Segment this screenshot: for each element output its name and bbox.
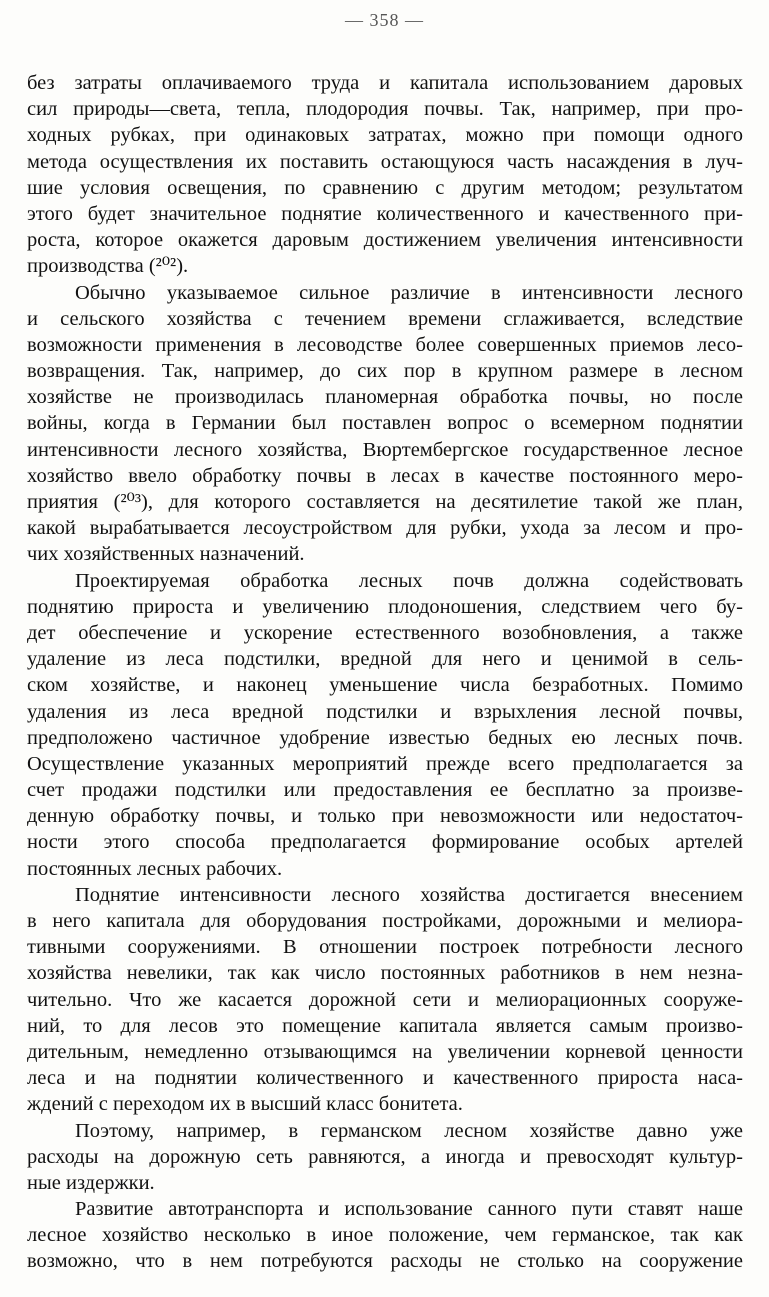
text-line: Осуществление указанных мероприятий прежде всего предполагается за — [27, 752, 743, 775]
text-line: ском хозяйстве, и наконец уменьшение числа безработных. Помимо — [27, 674, 743, 697]
text-line: производства (²⁰²). — [27, 255, 189, 278]
text-line: Поэтому, например, в германском лесном хозяйстве давно уже — [75, 1119, 743, 1142]
text-line: леса и на поднятии количественного и качественного прироста наса- — [27, 1067, 743, 1090]
text-line: счет продажи подстилки или предоставления ее бесплатно за произве- — [27, 779, 743, 802]
text-line: хозяйства невелики, так как число постоянных работников в нем незна- — [27, 962, 743, 985]
text-line: Поднятие интенсивности лесного хозяйства достигается внесением — [75, 883, 743, 906]
text-line: в него капитала для оборудования постройками, дорожными и мелиора- — [27, 910, 743, 932]
text-line: Развитие автотранспорта и использование санного пути ставят наше — [75, 1198, 743, 1221]
body-text — [27, 70, 743, 1275]
text-line: денную обработку почвы, и только при невозможности или недостаточ- — [27, 805, 743, 828]
text-line: чительно. Что же касается дорожной сети и мелиорационных сооруже- — [27, 988, 743, 1011]
text-line: удаления из леса вредной подстилки и взрыхления лесной почвы, — [27, 700, 743, 723]
text-line: и сельского хозяйства с течением времени сглаживается, вследствие — [27, 307, 743, 330]
text-line: возвращения. Так, например, до сих пор в крупном размере в лесном — [27, 360, 743, 383]
text-line: удаление из леса подстилки, вредной для него и ценимой в сель- — [27, 648, 743, 671]
text-line: роста, которое окажется даровым достижением увеличения интенсивности — [27, 229, 743, 252]
text-line: ности этого способа предполагается формирование особых артелей — [27, 831, 743, 854]
text-line: возможно, что в нем потребуются расходы не столько на сооружение — [27, 1250, 743, 1273]
text-line: дет обеспечение и ускорение естественного возобновления, а также — [27, 621, 743, 644]
text-line: шие условия освещения, по сравнению с другим методом; результатом — [27, 176, 743, 199]
text-line: лесное хозяйство несколько в иное положение, чем германское, так как — [27, 1224, 743, 1247]
text-line: тивными сооружениями. В отношении построек потребности лесного — [27, 936, 743, 959]
text-line: интенсивности лесного хозяйства, Вюртембергское государственное лесное — [27, 438, 743, 461]
text-line: расходы на дорожную сеть равняются, а иногда и превосходят культур- — [27, 1145, 743, 1168]
text-line: Обычно указываемое сильное различие в интенсивности лесного — [75, 281, 743, 304]
text-line: Проектируемая обработка лесных почв должна содействовать — [75, 569, 743, 592]
text-line: войны, когда в Германии был поставлен вопрос о всемерном поднятии — [27, 412, 743, 435]
text-line: ные издержки. — [27, 1171, 155, 1194]
text-line: предположено частичное удобрение известью бедных ею лесных почв. — [27, 726, 743, 749]
text-line: чих хозяйственных назначений. — [27, 543, 305, 566]
text-line: метода осуществления их поставить остающуюся часть насаждения в луч- — [27, 150, 743, 173]
page-number: — 358 — — [345, 10, 424, 30]
text-line: хозяйство ввело обработку почвы в лесах в качестве постоянного меро- — [27, 464, 743, 487]
text-line: сил природы—света, тепла, плодородия почвы. Так, например, при про- — [27, 98, 743, 121]
text-line: приятия (²⁰³), для которого составляется на десятилетие такой же план, — [27, 491, 743, 513]
text-line: дительным, немедленно отзывающимся на увеличении корневой ценности — [27, 1040, 743, 1063]
text-line: этого будет значительное поднятие количественного и качественного при- — [27, 202, 743, 225]
text-line: постоянных лесных рабочих. — [27, 857, 283, 880]
text-line: ждений с переходом их в высший класс бонитета. — [27, 1093, 463, 1116]
text-line: хозяйстве не производилась планомерная обработка почвы, но после — [27, 386, 743, 409]
text-line: какой вырабатывается лесоустройством для рубки, ухода за лесом и про- — [27, 517, 743, 540]
text-line: возможности применения в лесоводстве более совершенных приемов лесо- — [27, 333, 743, 356]
text-line: ходных рубках, при одинаковых затратах, можно при помощи одного — [27, 124, 743, 147]
text-line: без затраты оплачиваемого труда и капитала использованием даровых — [27, 72, 743, 94]
text-line: ний, то для лесов это помещение капитала является самым произво- — [27, 1014, 743, 1037]
text-line: поднятию прироста и увеличению плодоношения, следствием чего бу- — [27, 595, 743, 618]
